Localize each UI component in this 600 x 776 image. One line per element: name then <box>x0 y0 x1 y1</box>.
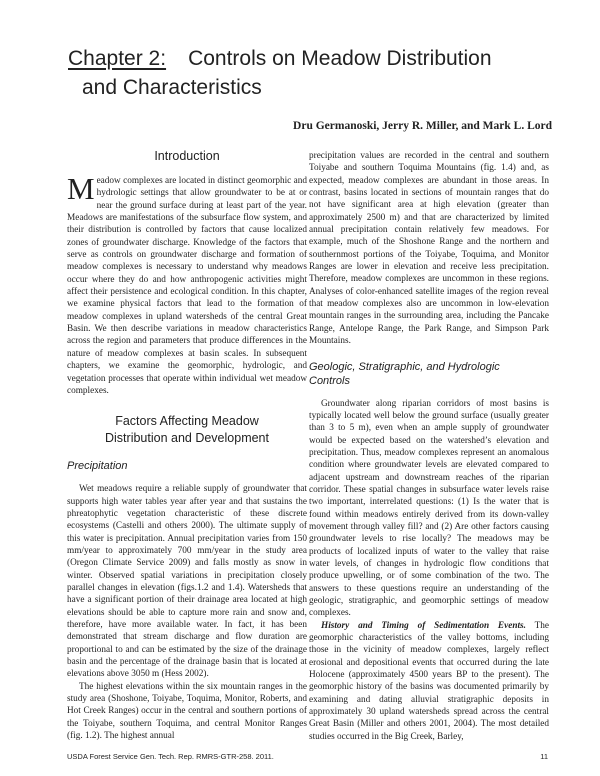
right-paragraph-3 <box>309 620 549 743</box>
chapter-label: Chapter 2: <box>68 47 167 70</box>
left-column <box>67 148 307 746</box>
drop-cap: M <box>67 171 95 206</box>
footer-publication: USDA Forest Service Gen. Tech. Rep. RMRS-GTR-258. 2011. <box>67 752 274 761</box>
introduction-text: eadow complexes are located in distinct geomorphic and hydrologic settings that allow groundwater to be at or near the ground surface during at least part of the year. Meadows are manifestations of the subsurface flow system, and their distribution is controlled by factors that cause localized zones of groundwater discharge. Knowledge of the factors that serve as controls on groundwater discharge and formation of meadow complexes is necessary to understand why meadows occur where they do and how anthropogenic activities might affect their persistence and ecological condition. In this chapter, we examine physical factors that lead to the formation of meadow complexes in upland watersheds of the central Great Basin. We then describe variations in meadow characteristics across the region and parameters that produce differences in the nature of meadow complexes at basin scales. In subsequent chapters, we examine the geomorphic, hydrologic, and vegetation processes that operate within individual wet meadow complexes. <box>67 176 307 396</box>
precipitation-paragraph-1: Wet meadows require a reliable supply of groundwater that supports high water tables year after year and that sustains the phreatophytic vegetation characteristic of these discrete ecosystems (Castelli and others 2000). The ultimate supply of this water is precipitation. Annual precipitation varies from 150 mm/year to approximately 700 mm/year in the study area (Oregon Climate Service 2009) and falls mostly as snow in winter. Observed spatial variations in precipitation closely parallel changes in elevation (figs.1.2 and 1.4). Watersheds that have a significant portion of their drainage area located at high elevations should be able to capture more rain and snow and, therefore, have more available water. In fact, it has been demonstrated that stream discharge and flow duration are proportional to and can be estimated by the size of the drainage basin and the percentage of the drainage basin that is located at elevations above 3050 m (Hess 2002). <box>67 484 307 680</box>
right-paragraph-2: Groundwater along riparian corridors of most basins is typically located well below the ground surface (usually greater than 3 to 5 m), even when an ample supply of groundwater would be expected based on the watershed’s elevation and precipitation. Thus, meadow complexes represent an anomalous condition where groundwater levels are elevated compared to adjacent upstream and downstream reaches of the riparian corridor. These spatial changes in subsurface water levels raise two important, interrelated questions: (1) Is the water that is found within meadows entirely derived from its down-valley movement through valley fill? and (2) Are other factors causing groundwater levels to rise locally? The meadows may be products of localized inputs of water to the valley that raise water levels, of changes in hydrologic flow conditions that produce upwelling, or of some combination of the two. The answers to these questions require an understanding of the geologic, stratigraphic, and geomorphic settings of meadow complexes. <box>309 398 549 619</box>
right-column <box>309 150 549 748</box>
factors-heading-line2: Distribution and Development <box>105 431 269 446</box>
chapter-title <box>68 44 548 102</box>
right-paragraph-3-text: The geomorphic characteristics of the valley bottoms, including those in the vicinity of meadow complexes, largely reflect erosional and depositional events that occurred during the late Holocene (approximately 4500 years BP to the present). The geomorphic history of the basins was documented primarily by examining and dating alluvial stratigraphic deposits in approximately 30 upland watersheds spread across the central Great Basin (Miller and others 2001, 2004). The most detailed studies occurred in the Big Creek, Barley, <box>309 620 549 742</box>
chapter-title-line1: Controls on Meadow Distribution <box>188 47 492 70</box>
introduction-paragraph <box>67 171 307 397</box>
authors-line: Dru Germanoski, Jerry R. Miller, and Mark L. Lord <box>293 120 552 132</box>
geologic-heading-line2: Controls <box>309 374 350 387</box>
history-inline-heading: History and Timing of Sedimentation Events. <box>321 620 526 631</box>
factors-heading-line1: Factors Affecting Meadow <box>115 414 259 429</box>
right-paragraph-1: precipitation values are recorded in the central and southern Toiyabe and southern Toquima Mountains (fig. 1.4) and, as expected, meadow complexes are abundant in those areas. In contrast, basins located in sections of mountain ranges that do not have significant area at high elevation (greater than approximately 2500 m) and that are characterized by limited annual precipitation contain relatively few meadows. For example, much of the Shoshone Range and the northern and southernmost portions of the Toiyabe, Toquima, and Monitor Ranges are lower in elevation and receive less precipitation. Therefore, meadow complexes are uncommon in these regions. Analyses of color-enhanced satellite images of the region reveal that meadow complexes also are uncommon in low-elevation mountain ranges in the surrounding area, including the Pancake Range, Antelope Range, the Park Range, and Simpson Park Mountains. <box>309 151 549 347</box>
chapter-title-line2: and Characteristics <box>82 76 262 99</box>
precipitation-paragraph-2: The highest elevations within the six mountain ranges in the study area (Shoshone, Toiyabe, Toquima, Monitor, Roberts, and Hot Creek Ranges) occur in the central and southern portions of the Toiyabe, southern Toquima, and central Monitor Ranges (fig. 1.2). The highest annual <box>67 681 307 742</box>
geologic-heading-line1: Geologic, Stratigraphic, and Hydrologic <box>309 360 500 373</box>
introduction-heading: Introduction <box>154 149 220 163</box>
geologic-heading <box>309 360 549 388</box>
factors-heading <box>67 413 307 447</box>
page-number: 11 <box>540 752 548 761</box>
precipitation-heading: Precipitation <box>67 460 128 473</box>
